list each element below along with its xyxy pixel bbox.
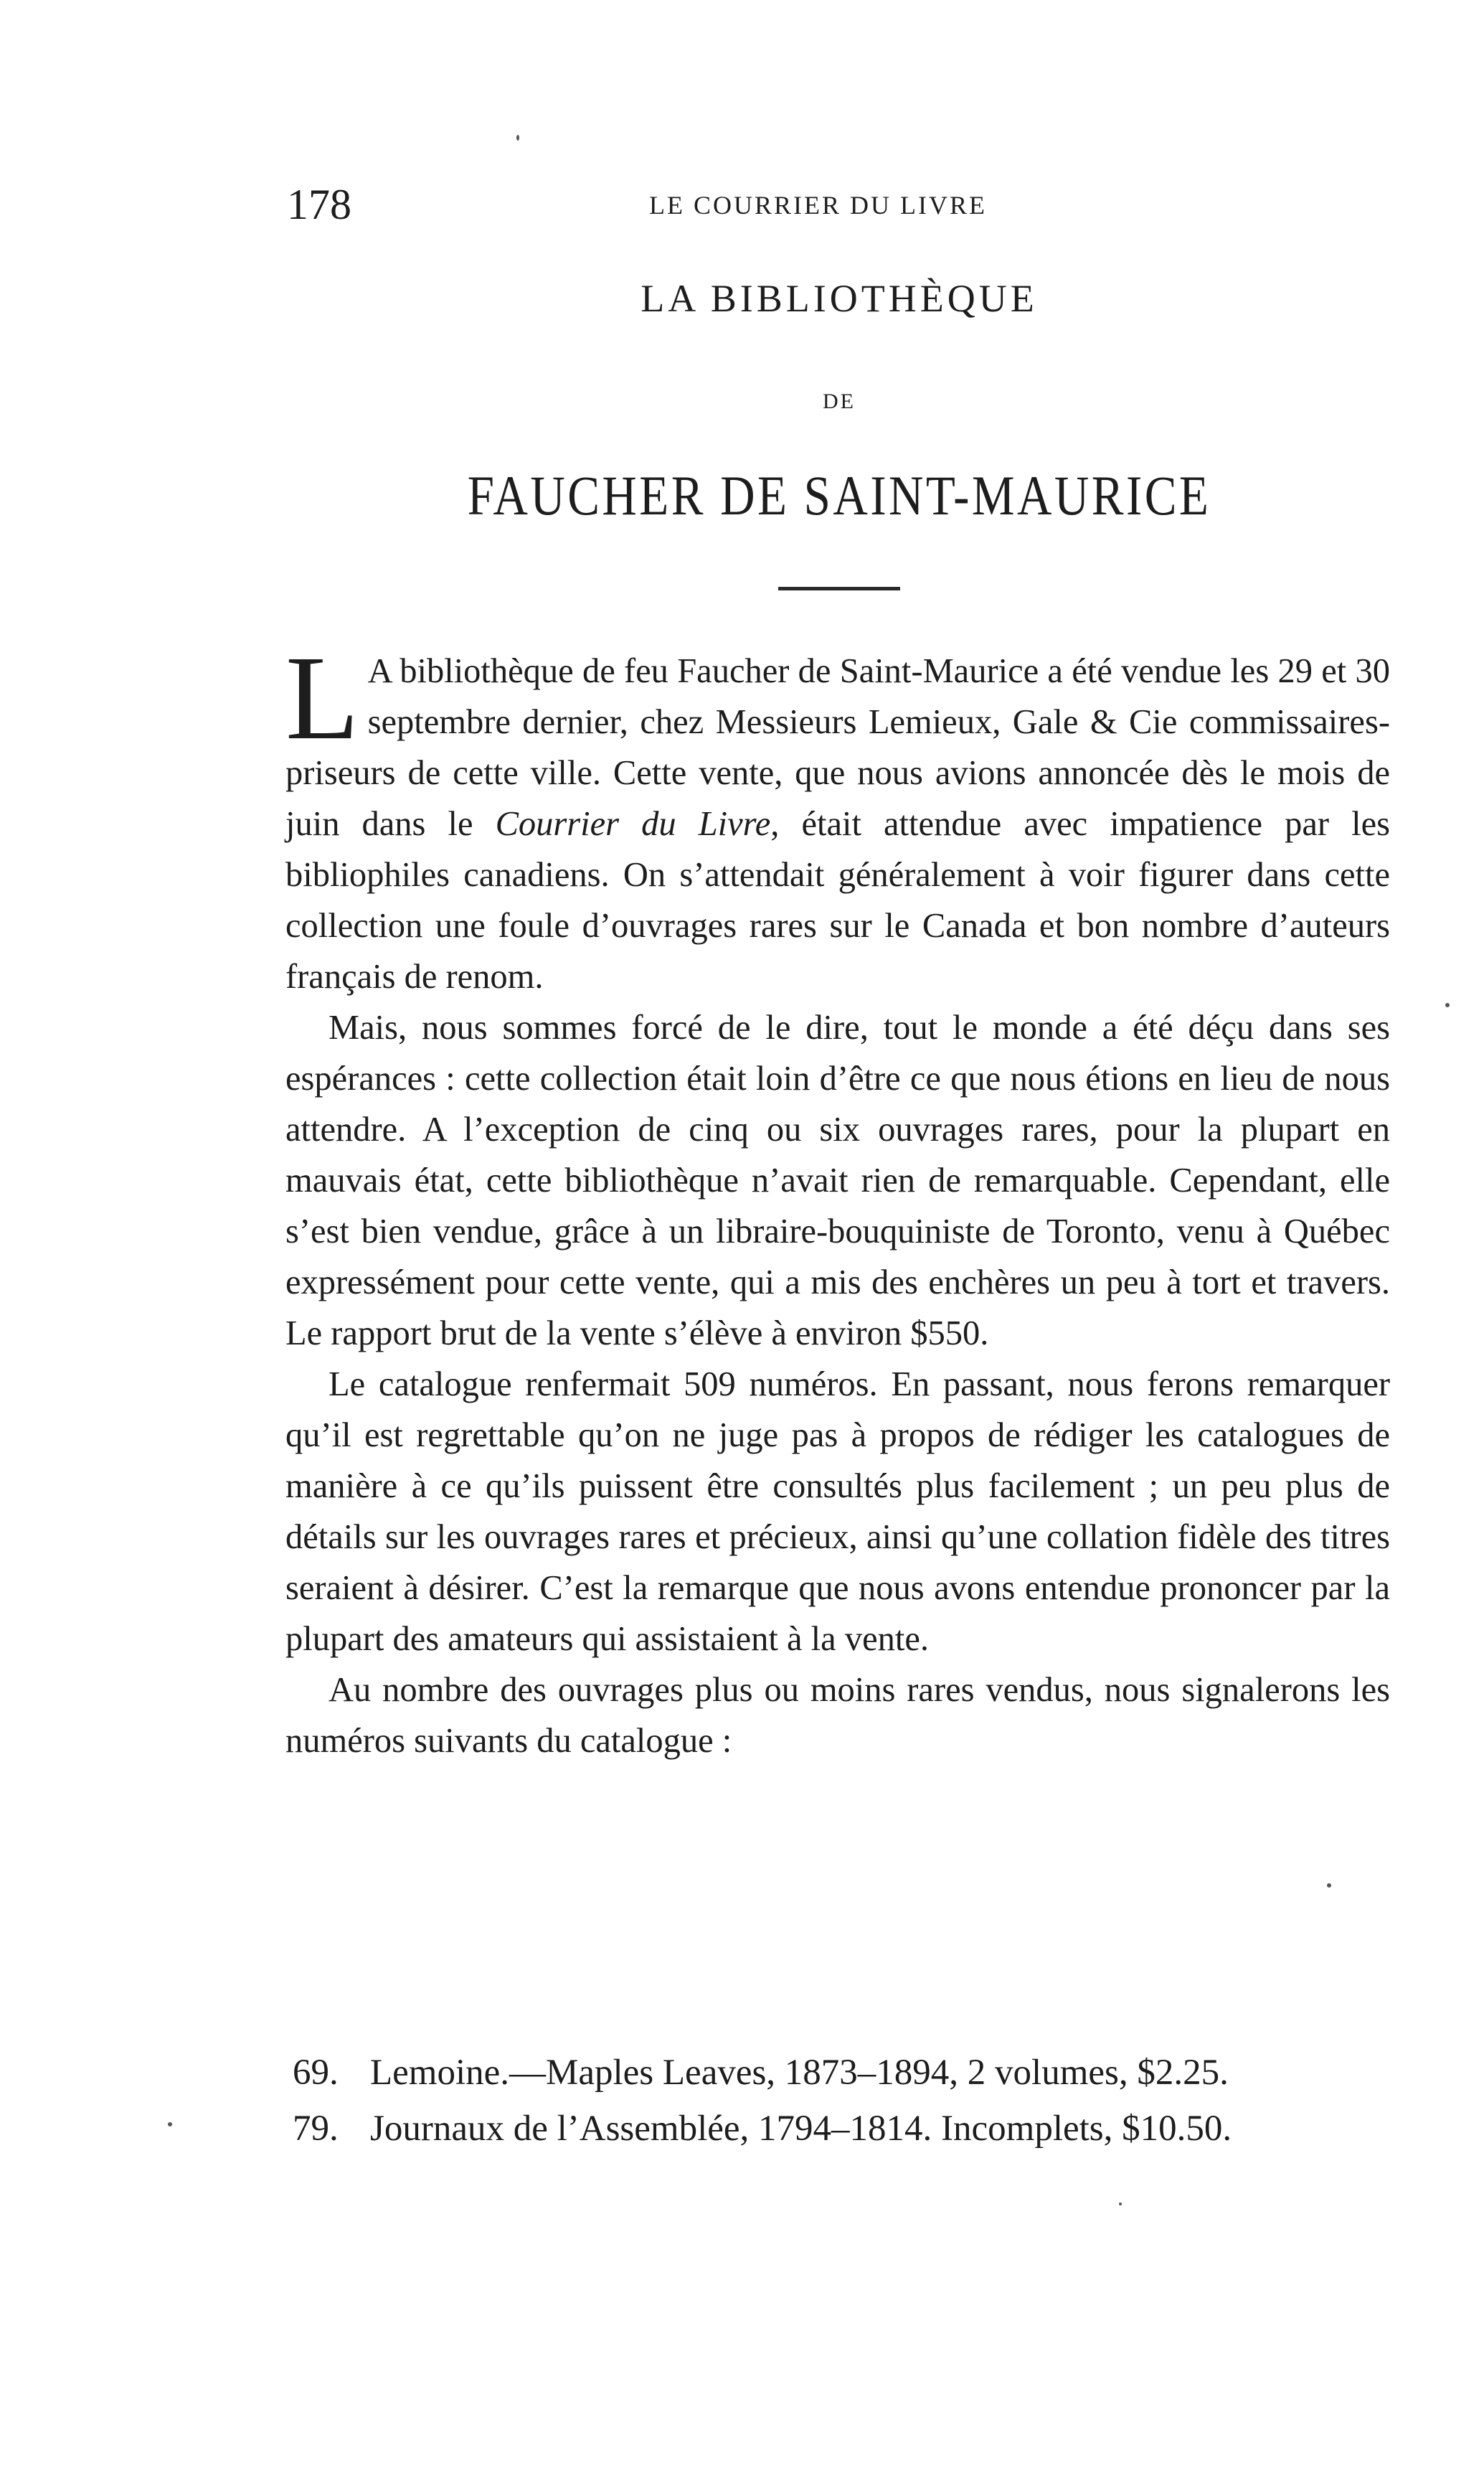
catalogue-list (293, 2045, 1397, 2157)
paragraph-2: Mais, nous sommes forcé de le dire, tout le monde a été déçu dans ses espérances : cette collection était loin d’être ce que nous étions en lieu de nous attendre. A l’exception de cinq ou six ouvrages rares, pour la plupart en mauvais état, cette bibliothèque n’avait rien de remarquable. Cependant, elle s’est bien vendue, grâce à un libraire-bouquiniste de Toronto, venu à Québec expressément pour cette vente, qui a mis des enchères un peu à tort et travers. Le rapport brut de la vente s’élève à environ $550. (285, 1009, 1390, 1352)
article-title-line-1: LA BIBLIOTHÈQUE (641, 277, 1038, 320)
drop-cap: L (285, 631, 359, 765)
title-divider-rule (778, 587, 900, 590)
page-number: 178 (287, 181, 351, 228)
article-body (285, 631, 1390, 1766)
paragraph-1-text-a: A bibliothèque de feu Faucher de Saint-Maurice a été vendue les 29 et 30 septembre dernier, chez Messieurs Lemieux, Gale & Cie commissaires-priseurs de cette ville. Cette vente, que nous avions annoncée dès le mois de juin dans le (285, 652, 1390, 843)
catalogue-entry-number: 79. (293, 2109, 339, 2149)
catalogue-entry-text: Journaux de l’Assemblée, 1794–1814. Incomplets, $10.50. (370, 2109, 1232, 2149)
paragraph-3: Le catalogue renfermait 509 numéros. En passant, nous ferons remarquer qu’il est regrettable qu’on ne juge pas à propos de rédiger les catalogues de manière à ce qu’ils puissent être consultés plus facilement ; un peu plus de détails sur les ouvrages rares et précieux, ainsi qu’une collation fidèle des titres seraient à désirer. C’est la remarque que nous avons entendue prononcer par la plupart des amateurs qui assistaient à la vente. (285, 1365, 1390, 1658)
journal-name: LE COURRIER DU LIVRE (649, 191, 987, 220)
article-title-line-3: FAUCHER DE SAINT-MAURICE (467, 464, 1211, 527)
catalogue-entry-number: 69. (293, 2053, 339, 2093)
journal-title-italic: Courrier du Livre (495, 805, 771, 843)
catalogue-entry-text: Lemoine.—Maples Leaves, 1873–1894, 2 volumes, $2.25. (370, 2053, 1229, 2093)
print-speck (516, 135, 519, 141)
print-speck (168, 2122, 172, 2126)
catalogue-entry (293, 2045, 1397, 2101)
paragraph-1 (285, 631, 1390, 1002)
article-title-line-2: DE (823, 390, 856, 413)
paragraph-4: Au nombre des ouvrages plus ou moins rares vendus, nous signalerons les numéros suivants du catalogue : (285, 1671, 1390, 1760)
running-head (287, 179, 1083, 230)
print-speck (1119, 2203, 1122, 2205)
print-speck (1445, 1003, 1450, 1007)
paragraph-1-text-b: , était attendue avec impatience par les bibliophiles canadiens. On s’attendait généralement à voir figurer dans cette collection une foule d’ouvrages rares sur le Canada et bon nombre d’auteurs français de renom. (285, 805, 1390, 996)
print-speck (1327, 1883, 1331, 1888)
catalogue-entry (293, 2101, 1397, 2157)
